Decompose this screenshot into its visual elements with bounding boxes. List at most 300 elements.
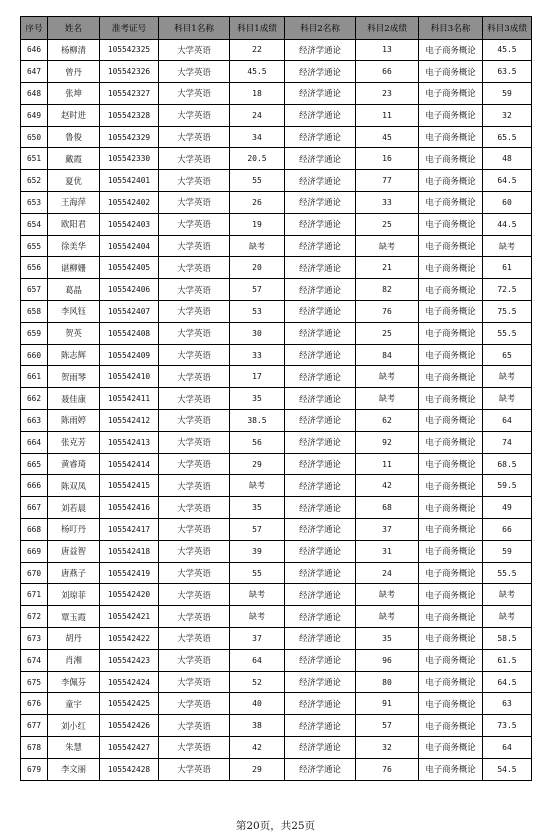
cell-subject1-score: 35 <box>230 388 285 410</box>
cell-exam-id: 105542407 <box>100 301 159 323</box>
cell-subject2-score: 82 <box>356 279 419 301</box>
table-row <box>21 126 532 148</box>
table-row <box>21 388 532 410</box>
cell-subject2-score: 57 <box>356 715 419 737</box>
cell-subject1-name: 大学英语 <box>159 715 230 737</box>
cell-subject2-name: 经济学通论 <box>285 693 356 715</box>
cell-seq: 666 <box>21 475 48 497</box>
cell-subject1-name: 大学英语 <box>159 366 230 388</box>
cell-name: 覃玉霞 <box>48 606 100 628</box>
table-row <box>21 671 532 693</box>
cell-subject3-score: 缺考 <box>483 584 532 606</box>
cell-exam-id: 105542329 <box>100 126 159 148</box>
cell-name: 肖湘 <box>48 649 100 671</box>
cell-subject3-score: 64.5 <box>483 671 532 693</box>
cell-subject2-score: 96 <box>356 649 419 671</box>
cell-exam-id: 105542406 <box>100 279 159 301</box>
cell-name: 陈志辉 <box>48 344 100 366</box>
table-row <box>21 737 532 759</box>
cell-subject3-score: 49 <box>483 497 532 519</box>
cell-subject1-score: 18 <box>230 83 285 105</box>
cell-subject3-name: 电子商务概论 <box>419 475 483 497</box>
cell-seq: 677 <box>21 715 48 737</box>
cell-subject1-name: 大学英语 <box>159 301 230 323</box>
cell-subject1-score: 56 <box>230 431 285 453</box>
cell-subject2-score: 25 <box>356 322 419 344</box>
cell-subject2-name: 经济学通论 <box>285 737 356 759</box>
cell-subject3-name: 电子商务概论 <box>419 584 483 606</box>
cell-subject1-name: 大学英语 <box>159 322 230 344</box>
cell-seq: 647 <box>21 61 48 83</box>
cell-subject1-name: 大学英语 <box>159 344 230 366</box>
cell-subject2-name: 经济学通论 <box>285 649 356 671</box>
cell-seq: 673 <box>21 628 48 650</box>
cell-subject1-score: 29 <box>230 453 285 475</box>
cell-exam-id: 105542325 <box>100 39 159 61</box>
cell-subject2-score: 23 <box>356 83 419 105</box>
cell-exam-id: 105542425 <box>100 693 159 715</box>
cell-subject3-score: 66 <box>483 519 532 541</box>
cell-subject3-name: 电子商务概论 <box>419 693 483 715</box>
cell-exam-id: 105542417 <box>100 519 159 541</box>
page-number: 第20页，共25页 <box>235 820 316 832</box>
cell-subject1-name: 大学英语 <box>159 562 230 584</box>
cell-subject1-score: 37 <box>230 628 285 650</box>
cell-seq: 650 <box>21 126 48 148</box>
table-row <box>21 301 532 323</box>
cell-subject3-name: 电子商务概论 <box>419 758 483 780</box>
table-row <box>21 213 532 235</box>
cell-exam-id: 105542421 <box>100 606 159 628</box>
cell-subject1-score: 57 <box>230 519 285 541</box>
cell-subject2-name: 经济学通论 <box>285 322 356 344</box>
cell-exam-id: 105542402 <box>100 192 159 214</box>
cell-subject2-score: 42 <box>356 475 419 497</box>
cell-subject3-name: 电子商务概论 <box>419 431 483 453</box>
cell-subject2-score: 21 <box>356 257 419 279</box>
cell-subject3-score: 58.5 <box>483 628 532 650</box>
cell-subject3-score: 59.5 <box>483 475 532 497</box>
cell-subject2-name: 经济学通论 <box>285 344 356 366</box>
cell-subject2-score: 68 <box>356 497 419 519</box>
cell-exam-id: 105542330 <box>100 148 159 170</box>
cell-subject2-name: 经济学通论 <box>285 431 356 453</box>
cell-subject3-name: 电子商务概论 <box>419 170 483 192</box>
cell-seq: 672 <box>21 606 48 628</box>
cell-subject3-name: 电子商务概论 <box>419 737 483 759</box>
cell-subject2-score: 缺考 <box>356 235 419 257</box>
cell-seq: 656 <box>21 257 48 279</box>
cell-name: 唐益智 <box>48 540 100 562</box>
cell-name: 胡丹 <box>48 628 100 650</box>
cell-subject1-score: 24 <box>230 104 285 126</box>
cell-name: 刘琼菲 <box>48 584 100 606</box>
table-row <box>21 148 532 170</box>
cell-exam-id: 105542428 <box>100 758 159 780</box>
cell-exam-id: 105542427 <box>100 737 159 759</box>
cell-subject2-score: 24 <box>356 562 419 584</box>
table-row <box>21 715 532 737</box>
cell-exam-id: 105542403 <box>100 213 159 235</box>
cell-subject3-name: 电子商务概论 <box>419 671 483 693</box>
cell-exam-id: 105542414 <box>100 453 159 475</box>
cell-subject1-score: 17 <box>230 366 285 388</box>
cell-exam-id: 105542328 <box>100 104 159 126</box>
cell-seq: 658 <box>21 301 48 323</box>
cell-subject3-score: 63.5 <box>483 61 532 83</box>
cell-exam-id: 105542420 <box>100 584 159 606</box>
cell-subject2-name: 经济学通论 <box>285 758 356 780</box>
cell-subject2-name: 经济学通论 <box>285 606 356 628</box>
cell-exam-id: 105542411 <box>100 388 159 410</box>
cell-subject1-score: 38.5 <box>230 410 285 432</box>
cell-subject1-score: 19 <box>230 213 285 235</box>
header-subject2-score: 科目2成绩 <box>356 17 419 40</box>
cell-subject2-score: 76 <box>356 758 419 780</box>
cell-subject1-score: 22 <box>230 39 285 61</box>
cell-subject2-score: 37 <box>356 519 419 541</box>
cell-subject1-score: 34 <box>230 126 285 148</box>
cell-seq: 653 <box>21 192 48 214</box>
table-body <box>21 39 532 780</box>
cell-seq: 676 <box>21 693 48 715</box>
cell-subject1-name: 大学英语 <box>159 104 230 126</box>
cell-exam-id: 105542413 <box>100 431 159 453</box>
table-row <box>21 758 532 780</box>
cell-subject1-score: 39 <box>230 540 285 562</box>
cell-name: 李风钰 <box>48 301 100 323</box>
cell-name: 谌柳姗 <box>48 257 100 279</box>
cell-subject3-score: 75.5 <box>483 301 532 323</box>
cell-subject2-name: 经济学通论 <box>285 584 356 606</box>
cell-subject2-score: 缺考 <box>356 606 419 628</box>
cell-subject2-score: 62 <box>356 410 419 432</box>
cell-subject1-name: 大学英语 <box>159 192 230 214</box>
cell-seq: 675 <box>21 671 48 693</box>
cell-subject1-score: 38 <box>230 715 285 737</box>
cell-name: 欧阳君 <box>48 213 100 235</box>
cell-seq: 671 <box>21 584 48 606</box>
cell-subject3-name: 电子商务概论 <box>419 519 483 541</box>
table-row <box>21 649 532 671</box>
cell-seq: 652 <box>21 170 48 192</box>
cell-exam-id: 105542404 <box>100 235 159 257</box>
cell-subject3-score: 55.5 <box>483 562 532 584</box>
cell-subject1-name: 大学英语 <box>159 758 230 780</box>
cell-subject3-score: 59 <box>483 540 532 562</box>
cell-subject2-name: 经济学通论 <box>285 540 356 562</box>
cell-subject1-name: 大学英语 <box>159 170 230 192</box>
cell-seq: 646 <box>21 39 48 61</box>
cell-name: 聂佳康 <box>48 388 100 410</box>
cell-name: 戴霞 <box>48 148 100 170</box>
cell-subject3-score: 68.5 <box>483 453 532 475</box>
cell-seq: 679 <box>21 758 48 780</box>
cell-subject3-name: 电子商务概论 <box>419 410 483 432</box>
cell-subject3-score: 54.5 <box>483 758 532 780</box>
cell-seq: 661 <box>21 366 48 388</box>
cell-subject1-name: 大学英语 <box>159 213 230 235</box>
cell-subject2-score: 缺考 <box>356 584 419 606</box>
cell-subject2-score: 76 <box>356 301 419 323</box>
cell-subject1-score: 55 <box>230 170 285 192</box>
cell-subject2-name: 经济学通论 <box>285 148 356 170</box>
cell-subject2-name: 经济学通论 <box>285 497 356 519</box>
table-row <box>21 83 532 105</box>
cell-subject3-name: 电子商务概论 <box>419 39 483 61</box>
cell-name: 赵时进 <box>48 104 100 126</box>
cell-subject3-name: 电子商务概论 <box>419 213 483 235</box>
cell-subject2-score: 25 <box>356 213 419 235</box>
table-row <box>21 170 532 192</box>
header-subject3-name: 科目3名称 <box>419 17 483 40</box>
cell-exam-id: 105542412 <box>100 410 159 432</box>
cell-seq: 665 <box>21 453 48 475</box>
cell-subject3-name: 电子商务概论 <box>419 301 483 323</box>
header-exam-id: 准考证号 <box>100 17 159 40</box>
cell-subject2-name: 经济学通论 <box>285 126 356 148</box>
cell-exam-id: 105542418 <box>100 540 159 562</box>
cell-subject2-name: 经济学通论 <box>285 192 356 214</box>
cell-subject1-name: 大学英语 <box>159 540 230 562</box>
cell-seq: 655 <box>21 235 48 257</box>
cell-name: 曾丹 <box>48 61 100 83</box>
cell-subject3-name: 电子商务概论 <box>419 388 483 410</box>
table-row <box>21 584 532 606</box>
cell-subject3-score: 74 <box>483 431 532 453</box>
cell-subject2-score: 77 <box>356 170 419 192</box>
cell-subject3-name: 电子商务概论 <box>419 497 483 519</box>
cell-seq: 663 <box>21 410 48 432</box>
cell-name: 唐燕子 <box>48 562 100 584</box>
cell-subject3-name: 电子商务概论 <box>419 366 483 388</box>
cell-subject2-name: 经济学通论 <box>285 366 356 388</box>
cell-subject3-name: 电子商务概论 <box>419 540 483 562</box>
cell-name: 黄睿琦 <box>48 453 100 475</box>
score-table <box>20 16 532 781</box>
cell-subject3-score: 64 <box>483 737 532 759</box>
cell-subject2-score: 11 <box>356 453 419 475</box>
cell-subject1-score: 42 <box>230 737 285 759</box>
table-row <box>21 693 532 715</box>
cell-exam-id: 105542424 <box>100 671 159 693</box>
cell-subject3-name: 电子商务概论 <box>419 104 483 126</box>
cell-subject3-name: 电子商务概论 <box>419 257 483 279</box>
cell-name: 李佩芬 <box>48 671 100 693</box>
cell-name: 贺雨琴 <box>48 366 100 388</box>
cell-subject2-name: 经济学通论 <box>285 628 356 650</box>
header-row <box>21 17 532 40</box>
cell-exam-id: 105542419 <box>100 562 159 584</box>
cell-subject3-name: 电子商务概论 <box>419 562 483 584</box>
table-row <box>21 279 532 301</box>
table-row <box>21 431 532 453</box>
cell-name: 陈双凤 <box>48 475 100 497</box>
cell-subject1-name: 大学英语 <box>159 257 230 279</box>
cell-subject2-score: 84 <box>356 344 419 366</box>
cell-subject1-name: 大学英语 <box>159 693 230 715</box>
cell-exam-id: 105542326 <box>100 61 159 83</box>
cell-subject2-name: 经济学通论 <box>285 279 356 301</box>
table-header <box>21 17 532 40</box>
cell-subject1-score: 20 <box>230 257 285 279</box>
cell-subject3-score: 65.5 <box>483 126 532 148</box>
cell-subject3-name: 电子商务概论 <box>419 649 483 671</box>
cell-exam-id: 105542405 <box>100 257 159 279</box>
header-subject1-score: 科目1成绩 <box>230 17 285 40</box>
cell-subject3-name: 电子商务概论 <box>419 279 483 301</box>
cell-subject3-score: 64 <box>483 410 532 432</box>
cell-name: 徐美华 <box>48 235 100 257</box>
cell-subject3-score: 48 <box>483 148 532 170</box>
cell-subject1-name: 大学英语 <box>159 584 230 606</box>
cell-subject3-score: 32 <box>483 104 532 126</box>
cell-exam-id: 105542327 <box>100 83 159 105</box>
cell-subject3-score: 61 <box>483 257 532 279</box>
cell-exam-id: 105542415 <box>100 475 159 497</box>
cell-seq: 670 <box>21 562 48 584</box>
table-row <box>21 322 532 344</box>
cell-name: 贺英 <box>48 322 100 344</box>
cell-exam-id: 105542409 <box>100 344 159 366</box>
cell-subject3-score: 63 <box>483 693 532 715</box>
cell-subject1-name: 大学英语 <box>159 61 230 83</box>
cell-name: 刘若晨 <box>48 497 100 519</box>
cell-exam-id: 105542426 <box>100 715 159 737</box>
table-row <box>21 366 532 388</box>
cell-subject2-name: 经济学通论 <box>285 562 356 584</box>
cell-subject1-score: 33 <box>230 344 285 366</box>
cell-subject2-name: 经济学通论 <box>285 39 356 61</box>
cell-subject3-name: 电子商务概论 <box>419 192 483 214</box>
cell-subject3-score: 44.5 <box>483 213 532 235</box>
cell-seq: 651 <box>21 148 48 170</box>
cell-seq: 669 <box>21 540 48 562</box>
cell-seq: 664 <box>21 431 48 453</box>
cell-subject2-score: 32 <box>356 737 419 759</box>
cell-subject3-name: 电子商务概论 <box>419 628 483 650</box>
table-row <box>21 39 532 61</box>
cell-subject3-score: 65 <box>483 344 532 366</box>
cell-subject1-score: 29 <box>230 758 285 780</box>
cell-subject3-score: 59 <box>483 83 532 105</box>
table-row <box>21 235 532 257</box>
cell-name: 陈雨婷 <box>48 410 100 432</box>
cell-name: 杨柳清 <box>48 39 100 61</box>
cell-subject1-name: 大学英语 <box>159 126 230 148</box>
cell-exam-id: 105542423 <box>100 649 159 671</box>
cell-subject1-score: 45.5 <box>230 61 285 83</box>
table-row <box>21 497 532 519</box>
cell-name: 朱慧 <box>48 737 100 759</box>
cell-subject1-score: 57 <box>230 279 285 301</box>
cell-subject2-score: 缺考 <box>356 388 419 410</box>
cell-subject1-name: 大学英语 <box>159 39 230 61</box>
cell-subject1-score: 20.5 <box>230 148 285 170</box>
cell-subject3-score: 缺考 <box>483 388 532 410</box>
cell-subject1-name: 大学英语 <box>159 628 230 650</box>
cell-name: 葛晶 <box>48 279 100 301</box>
cell-seq: 662 <box>21 388 48 410</box>
cell-name: 李文丽 <box>48 758 100 780</box>
header-seq: 序号 <box>21 17 48 40</box>
cell-seq: 674 <box>21 649 48 671</box>
table-row <box>21 104 532 126</box>
cell-subject1-score: 30 <box>230 322 285 344</box>
cell-subject1-score: 52 <box>230 671 285 693</box>
table-row <box>21 519 532 541</box>
cell-subject3-name: 电子商务概论 <box>419 235 483 257</box>
cell-subject1-score: 缺考 <box>230 606 285 628</box>
table-row <box>21 61 532 83</box>
cell-subject3-name: 电子商务概论 <box>419 606 483 628</box>
cell-subject1-name: 大学英语 <box>159 606 230 628</box>
cell-subject2-score: 91 <box>356 693 419 715</box>
cell-subject3-name: 电子商务概论 <box>419 61 483 83</box>
cell-seq: 654 <box>21 213 48 235</box>
cell-seq: 660 <box>21 344 48 366</box>
cell-subject2-name: 经济学通论 <box>285 104 356 126</box>
cell-subject1-name: 大学英语 <box>159 279 230 301</box>
cell-subject2-score: 13 <box>356 39 419 61</box>
cell-subject1-score: 缺考 <box>230 584 285 606</box>
cell-name: 夏优 <box>48 170 100 192</box>
cell-subject3-score: 61.5 <box>483 649 532 671</box>
cell-subject1-name: 大学英语 <box>159 235 230 257</box>
cell-subject1-score: 40 <box>230 693 285 715</box>
cell-subject3-score: 72.5 <box>483 279 532 301</box>
cell-subject2-name: 经济学通论 <box>285 257 356 279</box>
cell-subject2-name: 经济学通论 <box>285 301 356 323</box>
header-subject2-name: 科目2名称 <box>285 17 356 40</box>
cell-subject2-name: 经济学通论 <box>285 715 356 737</box>
cell-subject2-name: 经济学通论 <box>285 213 356 235</box>
cell-exam-id: 105542410 <box>100 366 159 388</box>
cell-subject3-score: 64.5 <box>483 170 532 192</box>
cell-subject2-score: 35 <box>356 628 419 650</box>
cell-subject2-name: 经济学通论 <box>285 410 356 432</box>
table-row <box>21 540 532 562</box>
cell-subject2-score: 45 <box>356 126 419 148</box>
table-row <box>21 453 532 475</box>
cell-subject2-score: 66 <box>356 61 419 83</box>
cell-subject2-score: 11 <box>356 104 419 126</box>
header-subject3-score: 科目3成绩 <box>483 17 532 40</box>
cell-name: 鲁俊 <box>48 126 100 148</box>
cell-subject1-name: 大学英语 <box>159 475 230 497</box>
cell-name: 张坤 <box>48 83 100 105</box>
cell-subject3-score: 45.5 <box>483 39 532 61</box>
table-row <box>21 257 532 279</box>
cell-subject1-score: 缺考 <box>230 475 285 497</box>
cell-subject2-score: 16 <box>356 148 419 170</box>
table-row <box>21 344 532 366</box>
cell-subject2-name: 经济学通论 <box>285 519 356 541</box>
cell-subject3-name: 电子商务概论 <box>419 453 483 475</box>
cell-name: 王海萍 <box>48 192 100 214</box>
header-name: 姓名 <box>48 17 100 40</box>
cell-subject2-score: 31 <box>356 540 419 562</box>
cell-name: 刘小红 <box>48 715 100 737</box>
cell-exam-id: 105542408 <box>100 322 159 344</box>
cell-subject2-score: 92 <box>356 431 419 453</box>
cell-subject3-name: 电子商务概论 <box>419 148 483 170</box>
cell-subject2-score: 缺考 <box>356 366 419 388</box>
cell-subject1-name: 大学英语 <box>159 410 230 432</box>
cell-subject1-name: 大学英语 <box>159 671 230 693</box>
cell-subject2-name: 经济学通论 <box>285 475 356 497</box>
cell-subject1-score: 35 <box>230 497 285 519</box>
